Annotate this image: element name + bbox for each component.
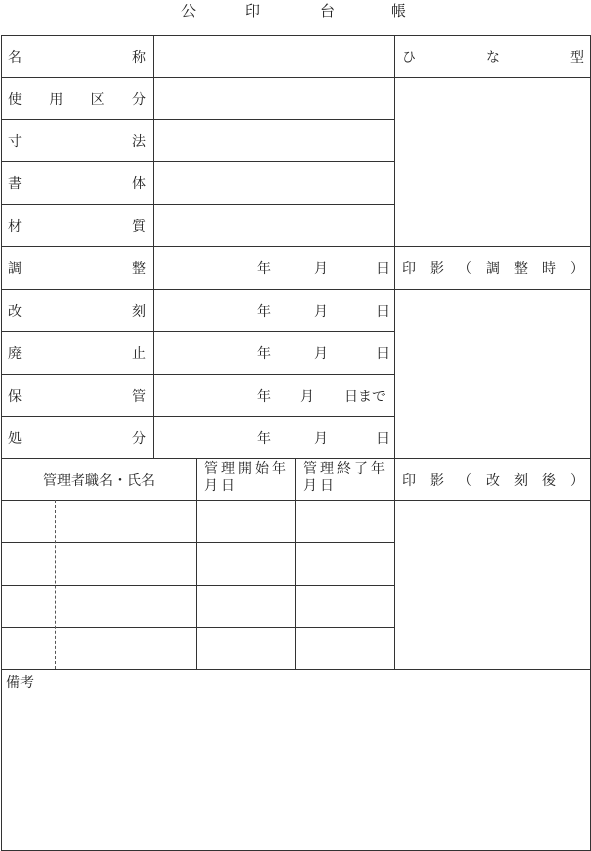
label-storage: 保 管 xyxy=(8,388,146,405)
title-char: 帳 xyxy=(391,2,407,20)
remarks-label: 備考 xyxy=(6,675,34,691)
label-adjustment: 調 整 xyxy=(8,261,146,277)
title-char: 台 xyxy=(320,2,336,20)
title-char: 印 xyxy=(245,2,261,20)
document-title xyxy=(0,0,591,22)
label-disposal: 処 分 xyxy=(8,430,146,447)
label-name: 名 称 xyxy=(8,49,146,66)
date-disposal: 年 月 日 xyxy=(257,430,390,447)
label-impression-recarve: 印 影 （ 改 刻 後 ） xyxy=(402,472,584,489)
title-char: 公 xyxy=(181,2,197,20)
label-impression-adjust: 印 影 （ 調 整 時 ） xyxy=(402,261,584,277)
date-recarve: 年 月 日 xyxy=(257,303,390,320)
manager-header: 管理者職名・氏名 xyxy=(43,472,155,489)
label-recarve: 改 刻 xyxy=(8,303,146,320)
manager-start-header: 管理開始年月日 xyxy=(204,461,289,494)
date-storage: 年 月 日まで xyxy=(257,388,386,405)
date-adjustment: 年 月 日 xyxy=(257,261,390,277)
table-row[interactable] xyxy=(2,543,196,585)
table-row[interactable] xyxy=(2,628,196,669)
label-abolish: 廃 止 xyxy=(8,346,146,362)
label-usage: 使 用 区 分 xyxy=(8,91,146,108)
table-row[interactable] xyxy=(2,501,196,542)
date-abolish: 年 月 日 xyxy=(257,346,390,362)
manager-end-header: 管理終了年月日 xyxy=(303,461,388,494)
label-material: 材 質 xyxy=(8,218,146,235)
label-typeface: 書 体 xyxy=(8,176,146,192)
label-template: ひ な 型 xyxy=(402,49,584,66)
table-row[interactable] xyxy=(2,586,196,627)
label-size: 寸 法 xyxy=(8,133,146,150)
